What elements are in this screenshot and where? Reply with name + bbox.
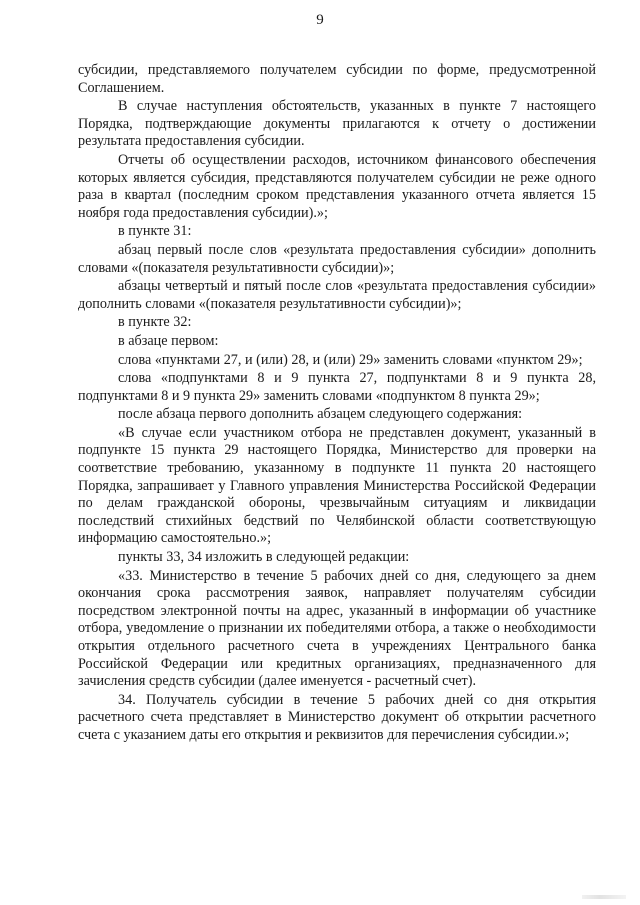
paragraph: абзацы четвертый и пятый после слов «результата предоставления субсидии» дополнить словами «(показателя результативности субсидии)»; — [78, 278, 596, 312]
paragraph: в пункте 31: — [118, 223, 192, 240]
paragraph: в пункте 32: — [118, 314, 192, 331]
paragraph: слова «пунктами 27, и (или) 28, и (или) 29» заменить словами «пунктом 29»; — [118, 351, 583, 368]
paragraph: 34. Получатель субсидии в течение 5 рабочих дней со дня открытия расчетного счета представляет в Министерство документ об открытии расчетного счета с указанием даты его открытия и реквизитов для перечисления субсидии.»; — [78, 691, 596, 743]
paragraph: Отчеты об осуществлении расходов, источником финансового обеспечения которых является субсидия, представляются получателем субсидии не реже одного раза в квартал (последним сроком представления указанного отчета является 15 ноября года предоставления субсидии).»; — [78, 151, 596, 221]
paragraph: пункты 33, 34 изложить в следующей редакции: — [118, 549, 410, 566]
paragraph: «В случае если участником отбора не представлен документ, указанный в подпункте 15 пункта 29 настоящего Порядка, Министерство для проверки на соответствие требованию, указанному в подпункте 11 пункта 20 настоящего Порядка, запрашивает у Главного управления Министерства Российской Федерации по делам гражданской обороны, чрезвычайным ситуациям и ликвидации последствий стихийных бедствий по Челябинской области соответствующую информацию самостоятельно.»; — [78, 424, 596, 547]
paragraph: слова «подпунктами 8 и 9 пункта 27, подпунктами 8 и 9 пункта 28, подпунктами 8 и 9 пункта 29» заменить словами «подпунктом 8 пункта 29»; — [78, 370, 596, 404]
scan-artifact — [582, 895, 626, 899]
document-body — [78, 62, 596, 745]
paragraph: после абзаца первого дополнить абзацем следующего содержания: — [118, 406, 523, 423]
paragraph: В случае наступления обстоятельств, указанных в пункте 7 настоящего Порядка, подтверждающие документы прилагаются к отчету о достижении результата предоставления субсидии. — [78, 98, 596, 150]
paragraph: «33. Министерство в течение 5 рабочих дней со дня, следующего за днем окончания срока рассмотрения заявок, направляет получателям субсидии посредством электронной почты на адрес, указанный в информации об участнике отбора, уведомление о признании их победителями отбора, а также о необходимости открытия отдельного расчетного счета в учреждениях Центрального банка Российской Федерации или кредитных организациях, предназначенного для зачисления средств субсидии (далее именуется - расчетный счет). — [78, 567, 596, 690]
paragraph: абзац первый после слов «результата предоставления субсидии» дополнить словами «(показателя результативности субсидии)»; — [78, 241, 596, 276]
page-number: 9 — [316, 12, 324, 28]
paragraph: в абзаце первом: — [118, 332, 219, 349]
paragraph: субсидии, представляемого получателем субсидии по форме, предусмотренной Соглашением. — [78, 62, 596, 96]
